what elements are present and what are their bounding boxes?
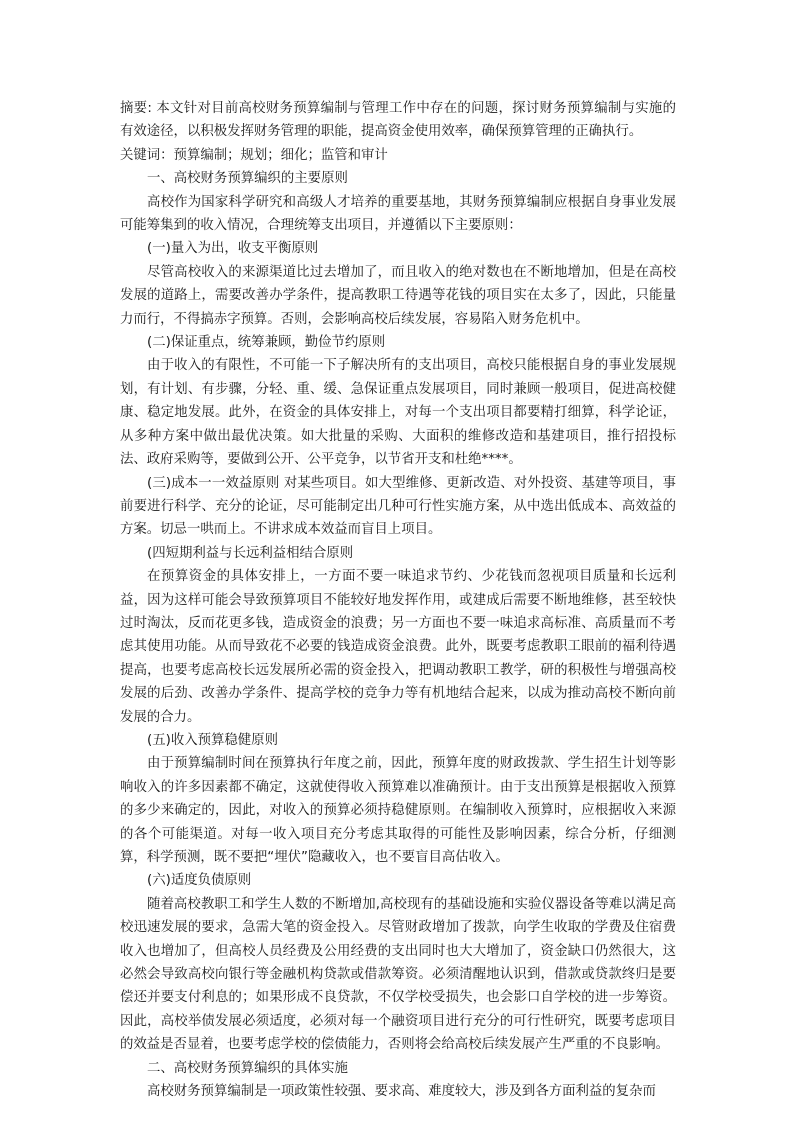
principle-4-body: 在预算资金的具体安排上，一方面不要一味追求节约、少花钱而忽视项目质量和长远利益，因为这样可能会导致预算项目不能较好地发挥作用，或建成后需要不断地维修，甚至较快过时淘汰，反而花更多钱，造成资金的浪费；另一方面也不要一味追求高标准、高质量而不考虑其使用功能。从而导致花不必要的钱造成资金浪费。此外，既要考虑教职工眼前的福利待遇提高，也要考虑高校长远发展所必需的资金投入，把调动教职工教学，研的积极性与增强高校发展的后劲、改善办学条件、提高学校的竞争力等有机地结合起来，以成为推动高校不断向前发展的合力。 — [120, 569, 676, 725]
principle-4-title: (四短期利益与长远利益相结合原则 — [147, 545, 354, 561]
section-2-title: 二、高校财务预算编织的具体实施 — [147, 1060, 348, 1076]
principle-2-title: (二)保证重点，统筹兼顾，勤俭节约原则 — [147, 335, 386, 351]
principle-3-body: (三)成本一一效益原则 对某些项目。如大型维修、更新改造、对外投资、基建等项目，事前要进行科学、充分的论证，尽可能制定出几种可行性实施方案，从中选出低成本、高效益的方案。切忌一哄而上。不讲求成本效益而盲目上项目。 — [120, 475, 676, 538]
document-body — [120, 97, 676, 1103]
section-1-title: 一、高校财务预算编织的主要原则 — [147, 171, 348, 187]
section-1-intro: 高校作为国家科学研究和高级人才培养的重要基地，其财务预算编制应根据自身事业发展可能筹集到的收入情况，合理统筹支出项目，并遵循以下主要原则： — [120, 194, 676, 234]
keywords: 关键词：预算编制；规划；细化；监管和审计 — [120, 147, 388, 163]
principle-2-body: 由于收入的有限性，不可能一下子解决所有的支出项目，高校只能根据自身的事业发展规划，有计划、有步骤，分轻、重、缓、急保证重点发展项目，同时兼顾一般项目，促进高校健康、稳定地发展。此外，在资金的具体安排上，对每一个支出项目都要精打细算，科学论证，从多种方案中做出最优决策。如大批量的采购、大面积的维修改造和基建项目，推行招投标法、政府采购等，要做到公开、公平竞争，以节省开支和杜绝****。 — [120, 358, 676, 468]
principle-6-body: 随着高校教职工和学生人数的不断增加,高校现有的基础设施和实验仪器设备等难以满足高校迅速发展的要求，急需大笔的资金投入。尽管财政增加了拨款，向学生收取的学费及住宿费收入也增加了，但高校人员经费及公用经费的支出同时也大大增加了，资金缺口仍然很大，这必然会导致高校向银行等金融机构贷款或借款筹资。必须清醒地认识到，借款或贷款终归是要偿还并要支付利息的；如果形成不良贷款，不仅学校受损失，也会影口自学校的进一步筹资。因此，高校举债发展必须适度，必须对每一个融资项目进行充分的可行性研究，既要考虑项目的效益是否显着，也要考虑学校的偿债能力，否则将会给高校后续发展产生严重的不良影响。 — [120, 896, 676, 1053]
section-2-body: 高校财务预算编制是一项政策性较强、要求高、难度较大，涉及到各方面利益的复杂而 — [147, 1084, 656, 1100]
principle-6-title: (六)适度负债原则 — [147, 873, 252, 889]
principle-1-body: 尽管高校收入的来源渠道比过去增加了，而且收入的绝对数也在不断地增加，但是在高校发展的道路上，需要改善办学条件，提高教职工待遇等花钱的项目实在太多了，因此，只能量力而行，不得搞赤字预算。否则，会影响高校后续发展，容易陷入财务危机中。 — [120, 264, 676, 327]
principle-5-title: (五)收入预算稳健原则 — [147, 732, 278, 748]
abstract: 摘要: 本文针对目前高校财务预算编制与管理工作中存在的问题，探讨财务预算编制与实施的有效途径，以积极发挥财务管理的职能，提高资金使用效率，确保预算管理的正确执行。 — [120, 101, 676, 140]
principle-5-body: 由于预算编制时间在预算执行年度之前，因此，预算年度的财政拨款、学生招生计划等影响收入的许多因素都不确定，这就使得收入预算难以准确预计。由于支出预算是根据收入预算的多少来确定的，因此，对收入的预算必须持稳健原则。在编制收入预算时，应根据收入来源的各个可能渠道。对每一收入项目充分考虑其取得的可能性及影响因素，综合分析，仔细测算，科学预测，既不要把“埋伏”隐藏收入，也不要盲目高估收入。 — [120, 756, 676, 865]
principle-1-title: (一)量入为出，收支平衡原则 — [147, 241, 319, 257]
